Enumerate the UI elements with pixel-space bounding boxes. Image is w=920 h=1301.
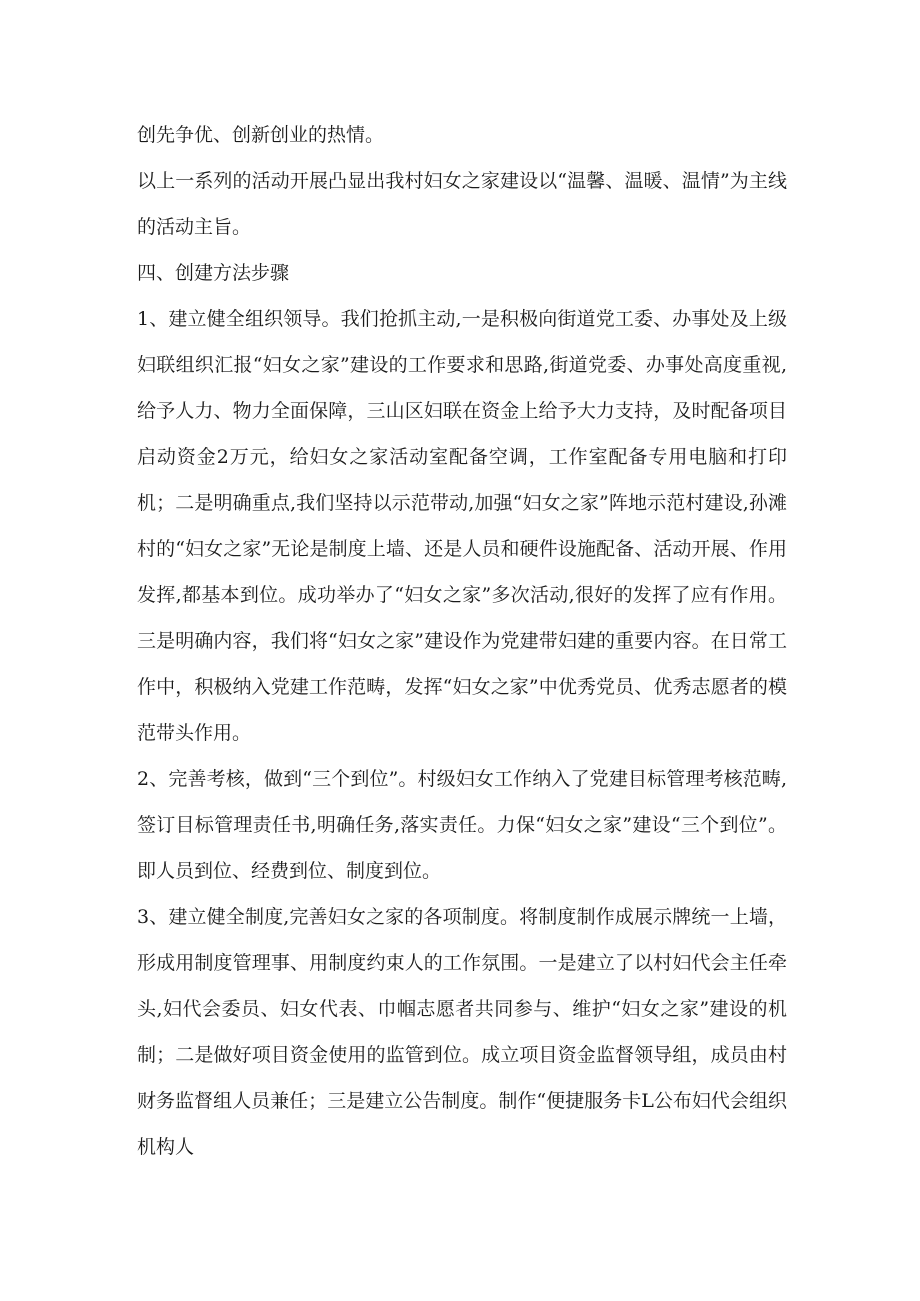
document-body	[137, 112, 787, 1170]
paragraph-continuation: 创先争优、创新创业的热情。	[137, 124, 385, 146]
paragraph-organization-leadership: 1、建立健全组织领导。我们抢抓主动,一是积极向街道党工委、办事处及上级妇联组织汇报“妇女之家”建设的工作要求和思路,街道党委、办事处高度重视,给予人力、物力全面保障，三山区妇联在资金上给予大力支持，及时配备项目启动资金2万元，给妇女之家活动室配备空调，工作室配备专用电脑和打印机；二是明确重点,我们坚持以示范带动,加强“妇女之家”阵地示范村建设,孙滩村的“妇女之家”无论是制度上墙、还是人员和硬件设施配备、活动开展、作用发挥,都基本到位。成功举办了“妇女之家”多次活动,很好的发挥了应有作用。三是明确内容，我们将“妇女之家”建设作为党建带妇建的重要内容。在日常工作中，积极纳入党建工作范畴，发挥“妇女之家”中优秀党员、优秀志愿者的模范带头作用。	[137, 308, 787, 744]
paragraph-activity-summary: 以上一系列的活动开展凸显出我村妇女之家建设以“温馨、温暖、温情”为主线的活动主旨。	[137, 170, 787, 238]
paragraph-assessment: 2、完善考核，做到“三个到位”。村级妇女工作纳入了党建目标管理考核范畴,签订目标管理责任书,明确任务,落实责任。力保“妇女之家”建设“三个到位”。即人员到位、经费到位、制度到位。	[137, 768, 787, 882]
paragraph-system-building: 3、建立健全制度,完善妇女之家的各项制度。将制度制作成展示牌统一上墙，形成用制度管理事、用制度约束人的工作氛围。一是建立了以村妇代会主任牵头,妇代会委员、妇女代表、巾帼志愿者共同参与、维护“妇女之家”建设的机制；二是做好项目资金使用的监管到位。成立项目资金监督领导组，成员由村财务监督组人员兼任；三是建立公告制度。制作“便捷服务卡L公布妇代会组织机构人	[137, 906, 787, 1158]
section-heading-methods: 四、创建方法步骤	[137, 262, 290, 284]
